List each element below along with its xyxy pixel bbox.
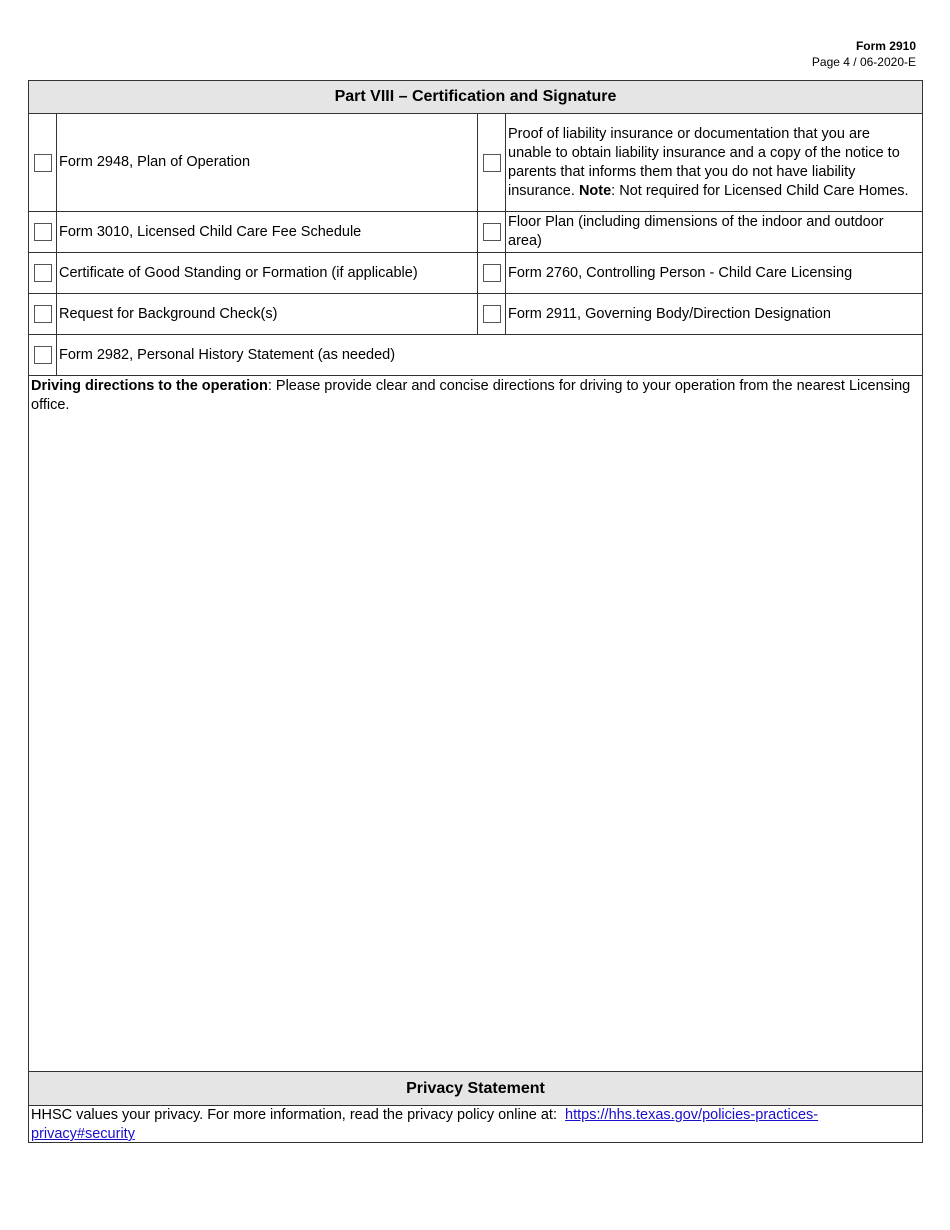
privacy-text: HHSC values your privacy. For more information, read the privacy policy online at: [31,1107,557,1123]
checklist-label: Proof of liability insurance or documentation that you are unable to obtain liability insurance and a copy of the notice to parents that informs them that you do not have liability insurance. Note: Not required for Licensed Child Care Homes. [508,125,909,199]
checklist-label: Form 2911, Governing Body/Direction Designation [508,305,831,322]
certification-form [28,80,923,1143]
checklist-label: Certificate of Good Standing or Formation (if applicable) [57,253,478,293]
checklist-row [29,253,922,294]
checklist-row [29,212,922,253]
checklist-label: Form 2760, Controlling Person - Child Care Licensing [508,264,853,281]
checklist-row [29,335,922,376]
checkbox-background-check[interactable] [34,305,52,323]
checklist-row [29,114,922,212]
checklist-label: Form 2948, Plan of Operation [57,114,478,211]
checklist-label: Form 3010, Licensed Child Care Fee Schedule [57,212,478,252]
driving-directions-field[interactable] [29,376,922,1072]
checklist-row [29,294,922,335]
directions-label: Driving directions to the operation [31,378,268,394]
checkbox-liability-insurance[interactable] [483,154,501,172]
page-info: Page 4 / 06-2020-E [811,55,916,69]
checkbox-fee-schedule[interactable] [34,223,52,241]
privacy-statement [29,1106,922,1142]
page-header [812,38,916,70]
checkbox-plan-of-operation[interactable] [34,154,52,172]
form-number: Form 2910 [855,39,916,53]
checkbox-personal-history[interactable] [34,346,52,364]
checklist-label: Request for Background Check(s) [57,294,478,334]
note-label: Note [578,182,612,199]
directions-instructions: : Please provide clear and concise directions for driving to your operation from the nearest Licensing office. [31,378,911,413]
checklist-label: Form 2982, Personal History Statement (as needed) [59,346,396,363]
privacy-policy-link[interactable]: https://hhs.texas.gov/policies-practices-privacy#security [31,1107,819,1142]
checkbox-good-standing[interactable] [34,264,52,282]
checkbox-floor-plan[interactable] [483,223,501,241]
checkbox-governing-body[interactable] [483,305,501,323]
part8-title: Part VIII – Certification and Signature [29,81,922,114]
checkbox-controlling-person[interactable] [483,264,501,282]
privacy-title: Privacy Statement [29,1072,922,1106]
checklist-label: Floor Plan (including dimensions of the indoor and outdoor area) [508,214,884,249]
